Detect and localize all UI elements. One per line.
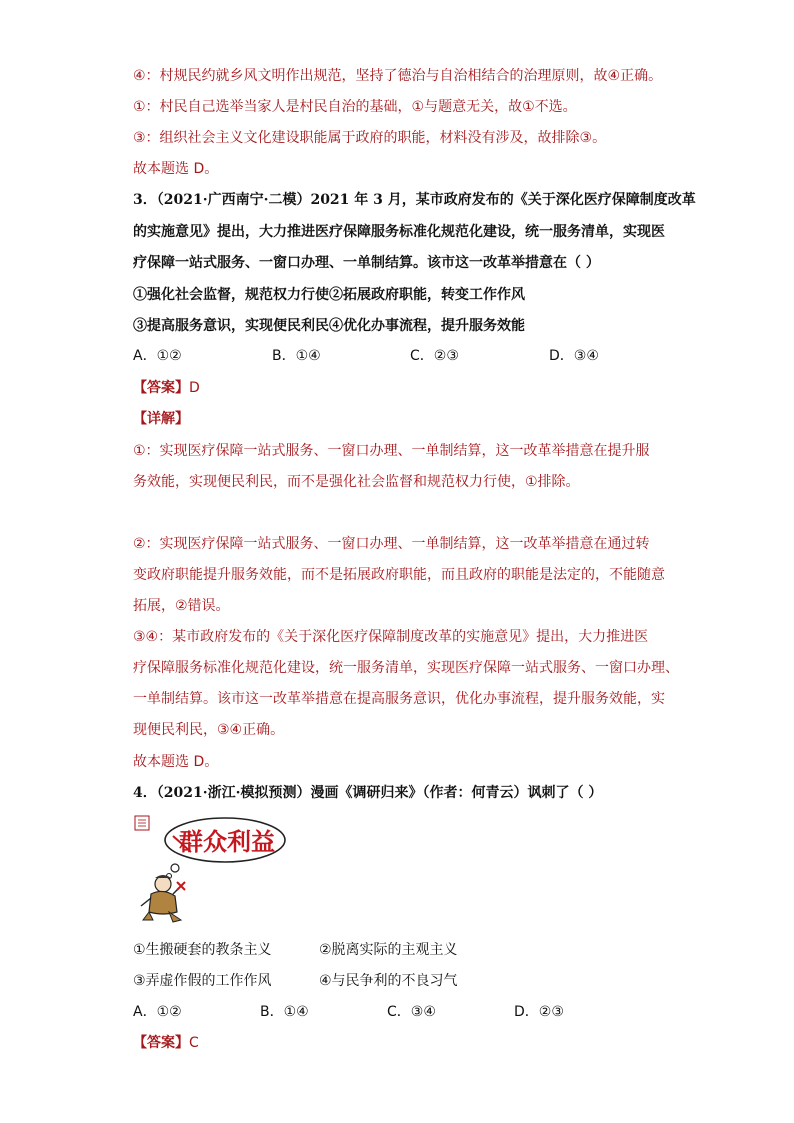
q3-option-d: D．③④ <box>549 348 599 364</box>
analysis-line: ④：村规民约就乡风文明作出规范，坚持了德治与自治相结合的治理原则，故④正确。 <box>133 68 663 84</box>
analysis-line: ③：组织社会主义文化建设职能属于政府的职能，材料没有涉及，故排除③。 <box>133 130 607 146</box>
q3-analysis-line: ③④：某市政府发布的《关于深化医疗保障制度改革的实施意见》提出，大力推进医 <box>133 629 649 645</box>
q3-stem-line: 疗保障一站式服务、一窗口办理、一单制结算。该市这一改革举措意在（ ） <box>133 255 600 271</box>
analysis-line: ①：村民自己选举当家人是村民自治的基础，①与题意无关，故①不选。 <box>133 99 577 115</box>
q3-statement: ③提高服务意识，实现便民利民④优化办事流程，提升服务效能 <box>133 318 525 334</box>
q4-option-d: D．②③ <box>514 1004 564 1020</box>
q3-stem-line: 的实施意见》提出，大力推进医疗保障服务标准化规范化建设，统一服务清单，实现医 <box>133 224 665 240</box>
answer-value: C <box>189 1035 199 1051</box>
cartoon-bubble-text: 群众利益 <box>179 828 275 856</box>
q3-analysis-line: ①：实现医疗保障一站式服务、一窗口办理、一单制结算，这一改革举措意在提升服 <box>133 443 650 459</box>
q3-option-c: C．②③ <box>410 348 459 364</box>
detail-tag: 【详解】 <box>133 411 189 427</box>
q3-option-a: A．①② <box>133 348 182 364</box>
q3-stem-line: 3．（2021·广西南宁·二模）2021 年 3 月，某市政府发布的《关于深化医疗保障制度改革 <box>133 192 696 208</box>
q3-analysis-line: 务效能，实现便民利民，而不是强化社会监督和规范权力行使，①排除。 <box>133 474 580 490</box>
q3-analysis-line: 现便民利民，③④正确。 <box>133 722 285 738</box>
q4-option-a: A．①② <box>133 1004 182 1020</box>
q4-statement: ③弄虚作假的工作作风 <box>133 973 272 989</box>
q4-stem-line: 4．（2021·浙江·模拟预测）漫画《调研归来》（作者：何青云）讽刺了（ ） <box>133 785 603 801</box>
q4-option-c: C．③④ <box>387 1004 436 1020</box>
answer-tag: 【答案】 <box>133 1035 189 1051</box>
q4-answer-row <box>133 1033 199 1053</box>
q3-analysis-line: ②：实现医疗保障一站式服务、一窗口办理、一单制结算，这一改革举措意在通过转 <box>133 536 650 552</box>
q3-analysis-line: 变政府职能提升服务效能，而不是拓展政府职能，而且政府的职能是法定的，不能随意 <box>133 567 665 583</box>
q3-detail-row <box>133 409 189 429</box>
q4-option-b: B．①④ <box>260 1004 309 1020</box>
q3-statement: ①强化社会监督，规范权力行使②拓展政府职能，转变工作作风 <box>133 287 525 303</box>
cartoon-image <box>133 812 293 924</box>
q4-statement: ②脱离实际的主观主义 <box>319 942 458 958</box>
q3-analysis-line: 一单制结算。该市这一改革举措意在提高服务意识，优化办事流程，提升服务效能，实 <box>133 691 665 707</box>
q3-conclusion: 故本题选 D。 <box>133 754 219 770</box>
q3-analysis-line: 拓展，②错误。 <box>133 598 230 614</box>
answer-value: D <box>189 380 200 396</box>
q3-answer-row <box>133 378 200 398</box>
answer-tag: 【答案】 <box>133 380 189 396</box>
q3-option-b: B．①④ <box>272 348 321 364</box>
q4-statement: ④与民争利的不良习气 <box>319 973 458 989</box>
conclusion-line: 故本题选 D。 <box>133 161 219 177</box>
q4-statement: ①生搬硬套的教条主义 <box>133 942 272 958</box>
q3-analysis-line: 疗保障服务标准化规范化建设，统一服务清单，实现医疗保障一站式服务、一窗口办理、 <box>133 660 679 676</box>
